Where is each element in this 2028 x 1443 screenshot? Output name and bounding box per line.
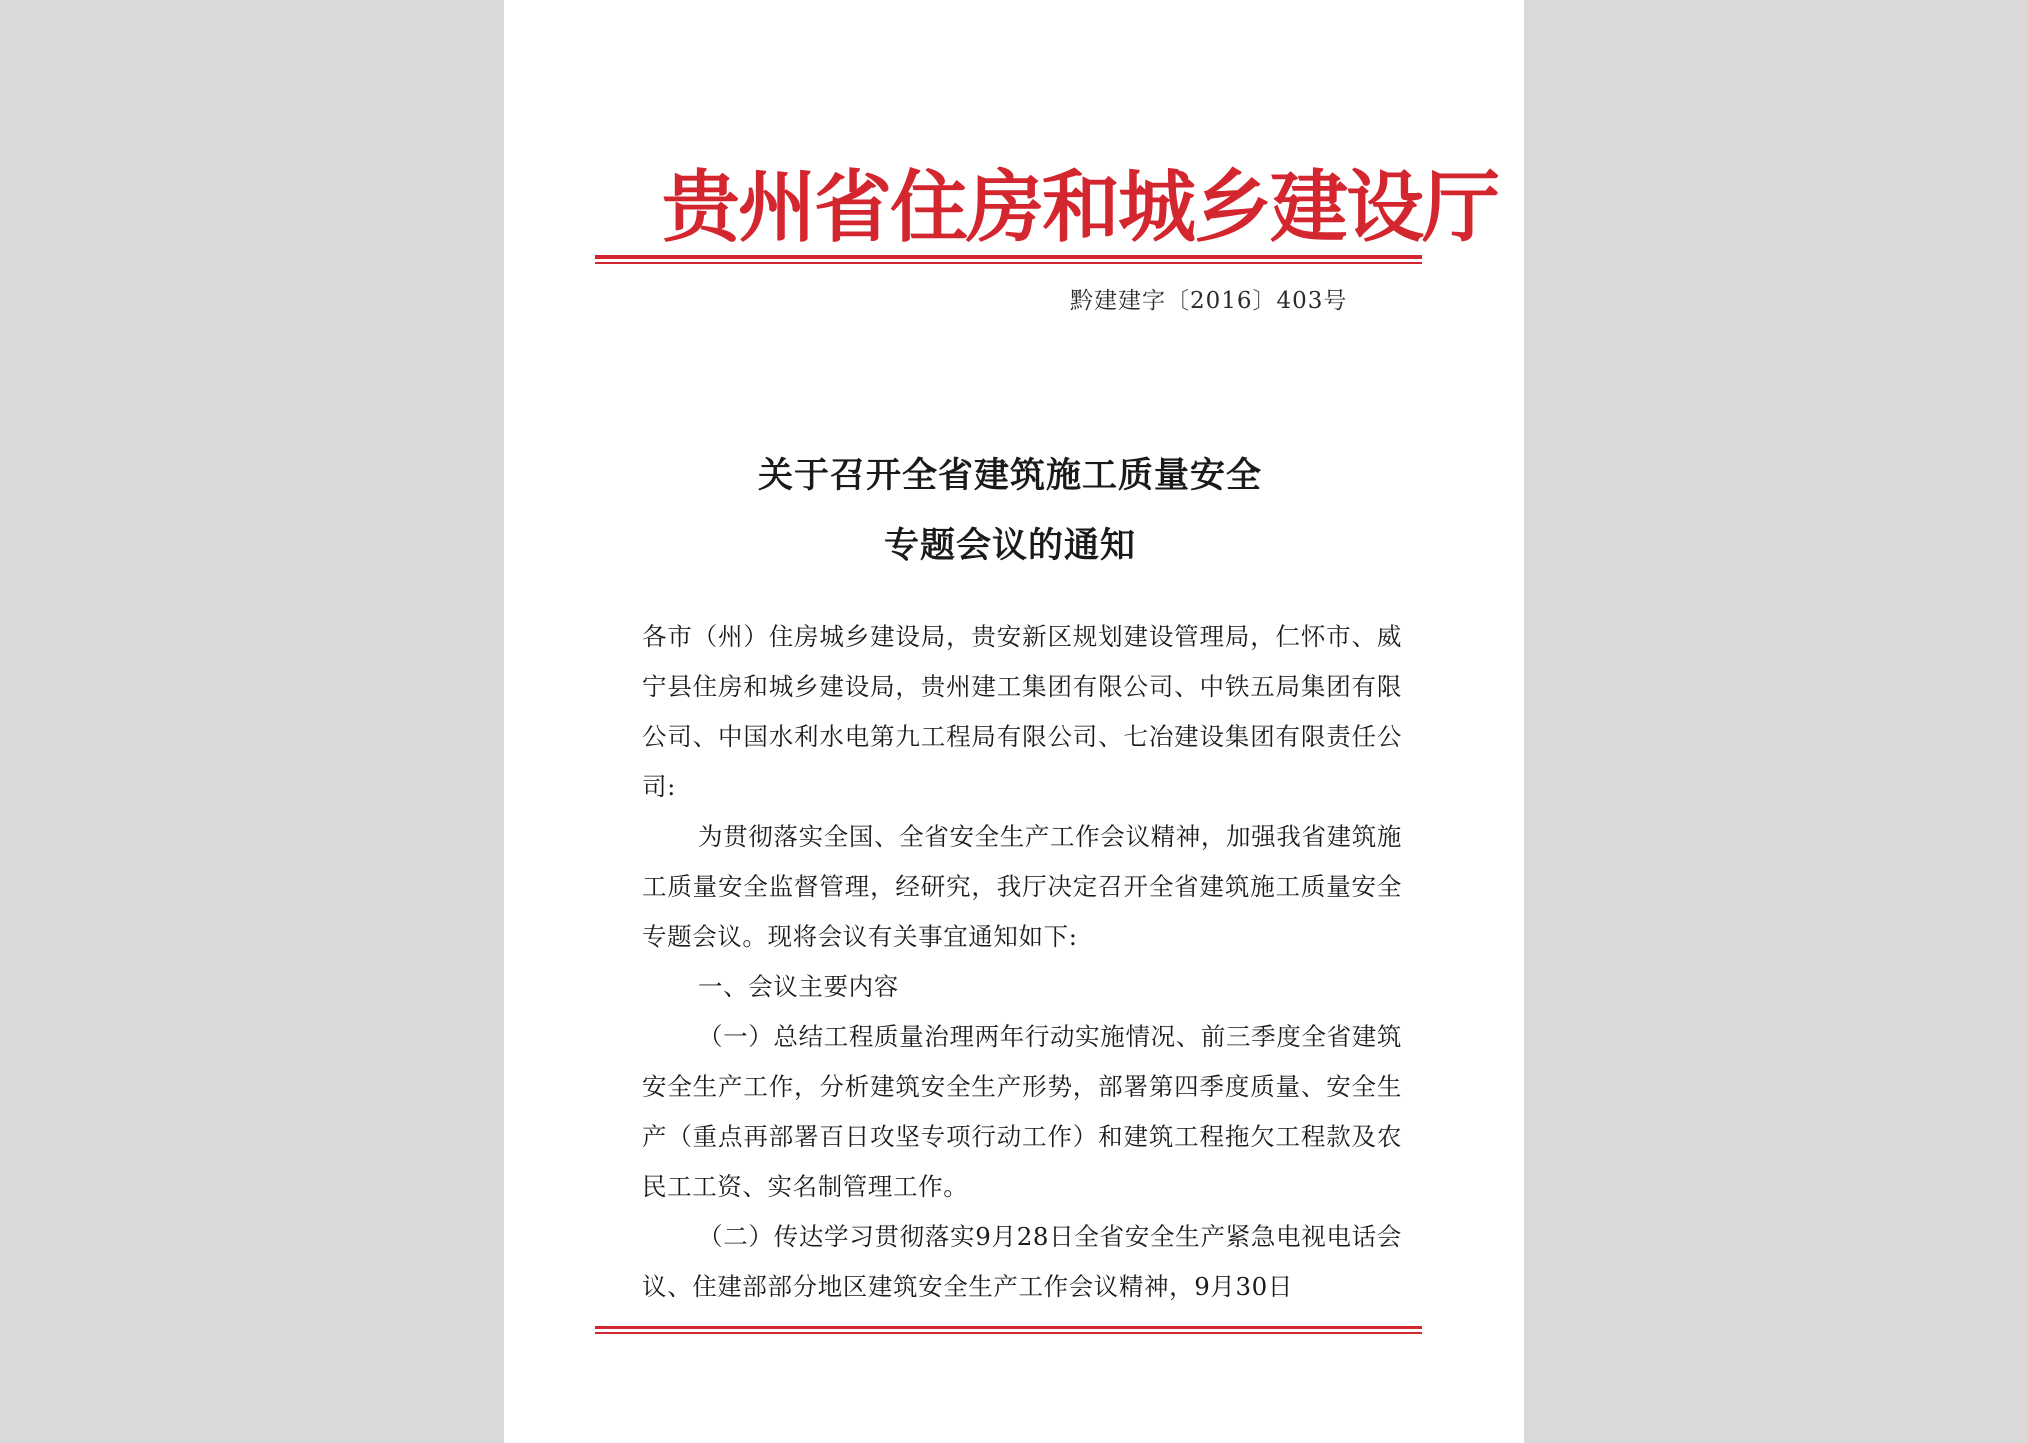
agency-masthead: 贵州省住房和城乡建设厅 [662,162,1499,253]
document-page [504,0,1524,1443]
intro-paragraph: 为贯彻落实全国、全省安全生产工作会议精神，加强我省建筑施工质量安全监督管理，经研究，我厅决定召开全省建筑施工质量安全专题会议。现将会议有关事宜通知如下: [642,822,1402,951]
addressees: 各市（州）住房城乡建设局，贵安新区规划建设管理局，仁怀市、威宁县住房和城乡建设局，贵州建工集团有限公司、中铁五局集团有限公司、中国水利水电第九工程局有限公司、七冶建设集团有限责任公司: [642,622,1402,801]
item-one: （一）总结工程质量治理两年行动实施情况、前三季度全省建筑安全生产工作，分析建筑安全生产形势，部署第四季度质量、安全生产（重点再部署百日攻坚专项行动工作）和建筑工程拖欠工程款及农民工工资、实名制管理工作。 [642,1022,1402,1201]
item-two: （二）传达学习贯彻落实9月28日全省安全生产紧急电视电话会议、住建部部分地区建筑安全生产工作会议精神，9月30日 [642,1222,1402,1301]
footer-rule-thin [595,1332,1422,1334]
section-heading: 一、会议主要内容 [698,972,899,1001]
footer-rule-thick [595,1326,1422,1329]
masthead-rule-thick [595,255,1422,259]
document-number: 黔建建字〔2016〕403号 [1070,288,1348,314]
title-line-2: 专题会议的通知 [883,525,1136,566]
masthead-rule-thin [595,262,1422,264]
document-body [642,612,1402,1312]
title-line-1: 关于召开全省建筑施工质量安全 [757,455,1262,496]
